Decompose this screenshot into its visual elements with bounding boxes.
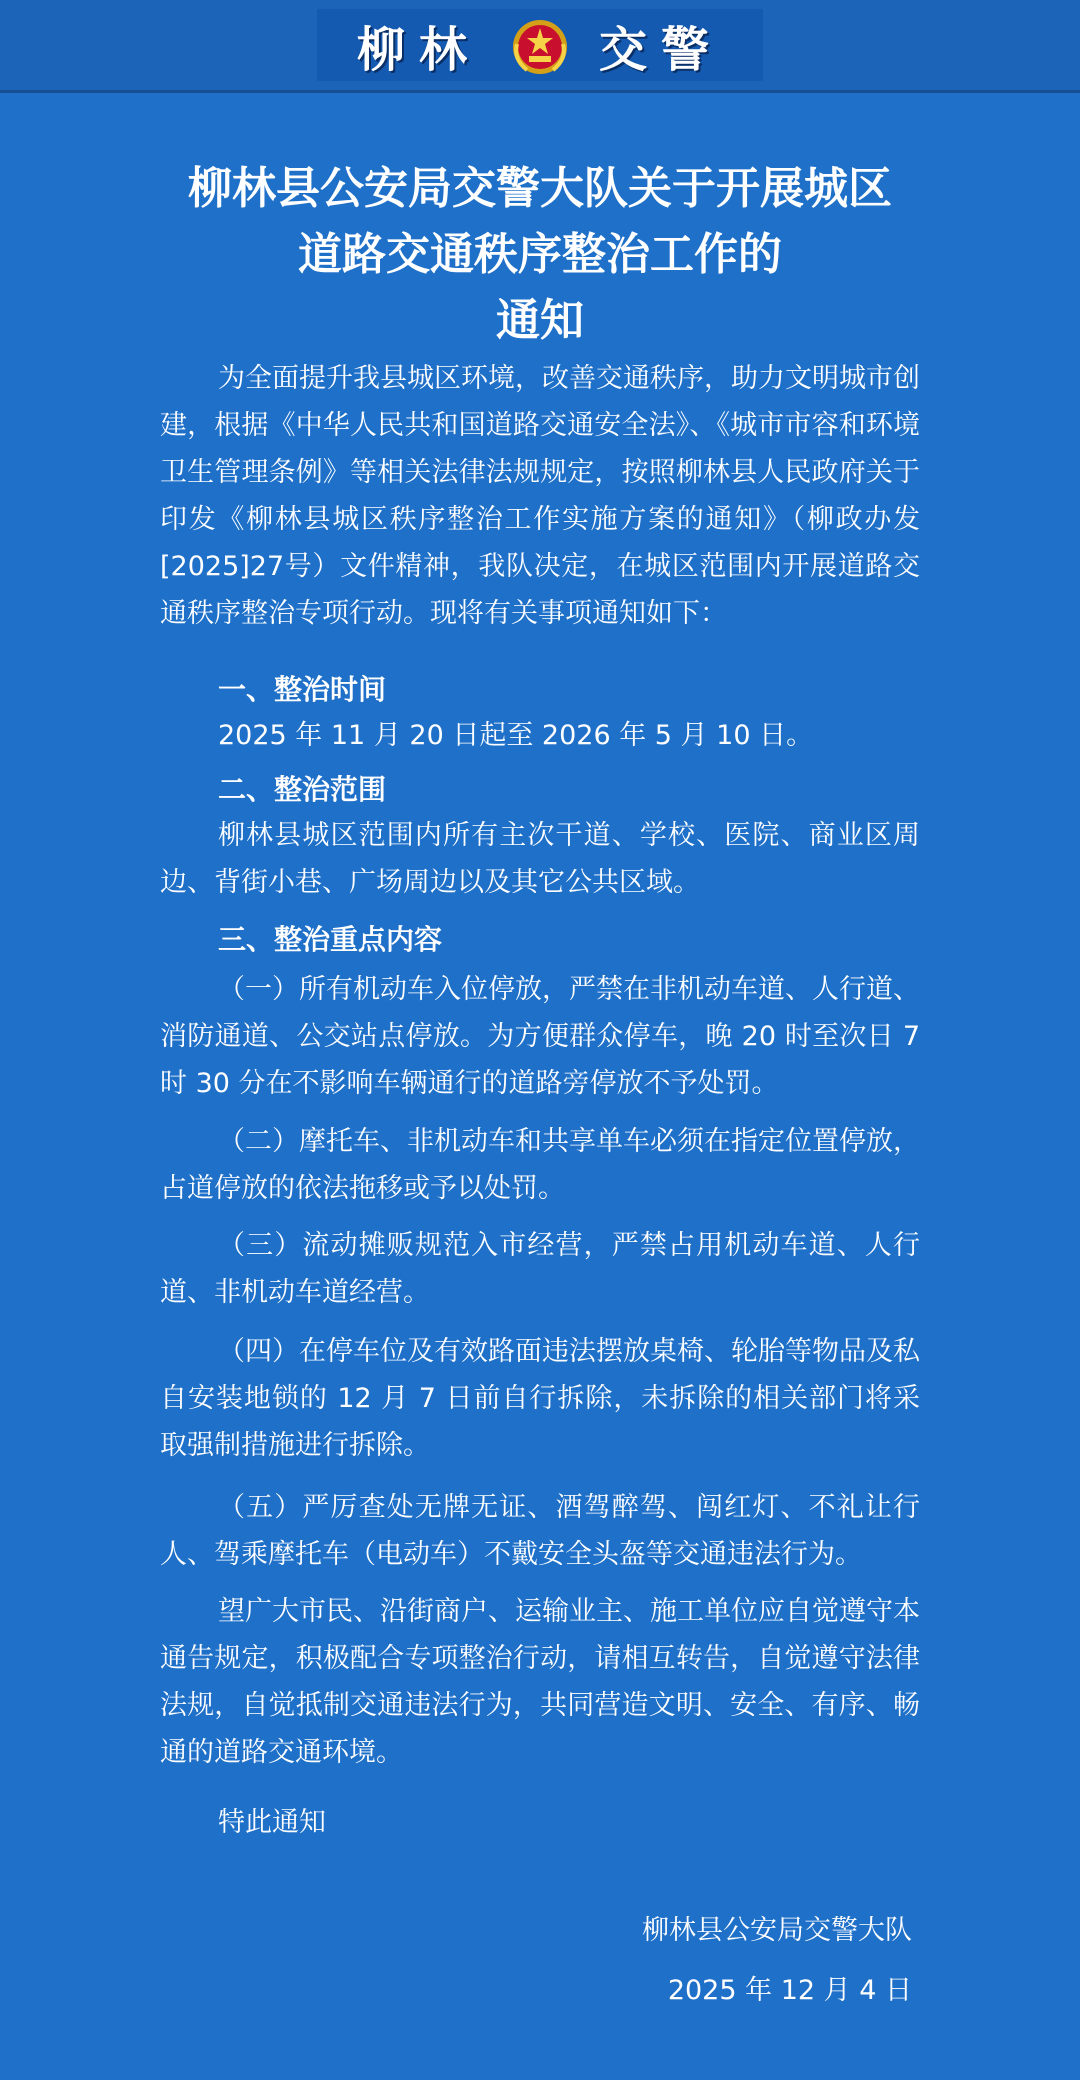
banner-left-text: 柳林 (356, 21, 481, 78)
item-4: （四）在停车位及有效路面违法摆放桌椅、轮胎等物品及私自安装地锁的 12 月 7 日前自行拆除，未拆除的相关部门将采取强制措施进行拆除。 (160, 1336, 920, 1461)
section-3-heading: 三、整治重点内容 (218, 923, 443, 956)
section-2-heading: 二、整治范围 (218, 773, 387, 806)
item-1: （一）所有机动车入位停放，严禁在非机动车道、人行道、消防通道、公交站点停放。为方便群众停车，晚 20 时至次日 7 时 30 分在不影响车辆通行的道路旁停放不予处罚。 (160, 974, 920, 1099)
section-2-text: 柳林县城区范围内所有主次干道、学校、医院、商业区周边、背街小巷、广场周边以及其它公共区域。 (160, 820, 920, 898)
item-2: （二）摩托车、非机动车和共享单车必须在指定位置停放，占道停放的依法拖移或予以处罚。 (160, 1126, 920, 1204)
banner-inner (317, 9, 763, 81)
section-1-heading: 一、整治时间 (218, 673, 387, 706)
title-line-1: 柳林县公安局交警大队关于开展城区 (188, 163, 892, 214)
banner-right-text: 交警 (599, 21, 724, 78)
section-1-text: 2025 年 11 月 20 日起至 2026 年 5 月 10 日。 (218, 720, 814, 751)
closing-paragraph: 望广大市民、沿街商户、运输业主、施工单位应自觉遵守本通告规定，积极配合专项整治行动，请相互转告，自觉遵守法律法规，自觉抵制交通违法行为，共同营造文明、安全、有序、畅通的道路交通环境。 (160, 1596, 920, 1768)
special-notice: 特此通知 (218, 1807, 326, 1838)
signature-org: 柳林县公安局交警大队 (642, 1915, 912, 1946)
header-banner (0, 0, 1080, 93)
title-line-3: 通知 (496, 295, 584, 346)
signature-date: 2025 年 12 月 4 日 (667, 1975, 912, 2006)
item-5: （五）严厉查处无牌无证、酒驾醉驾、闯红灯、不礼让行人、驾乘摩托车（电动车）不戴安全头盔等交通违法行为。 (160, 1492, 920, 1570)
title-line-2: 道路交通秩序整治工作的 (298, 229, 782, 280)
intro-paragraph: 为全面提升我县城区环境，改善交通秩序，助力文明城市创建，根据《中华人民共和国道路交通安全法》、《城市市容和环境卫生管理条例》等相关法律法规规定，按照柳林县人民政府关于印发《柳林县城区秩序整治工作实施方案的通知》（柳政办发[2025]27号）文件精神，我队决定，在城区范围内开展道路交通秩序整治专项行动。现将有关事项通知如下： (160, 363, 920, 629)
police-emblem-icon (509, 14, 571, 76)
item-3: （三）流动摊贩规范入市经营，严禁占用机动车道、人行道、非机动车道经营。 (160, 1230, 920, 1308)
